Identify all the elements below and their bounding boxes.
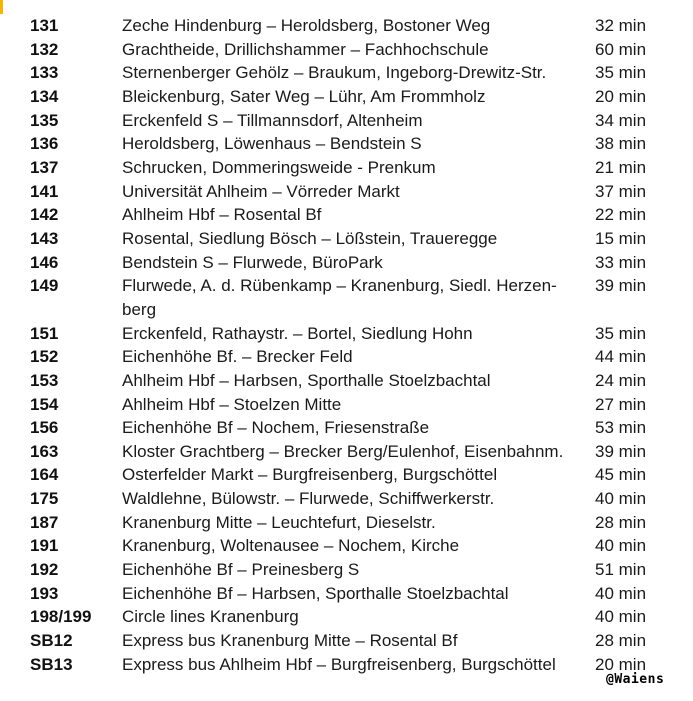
route-number: 149	[30, 276, 59, 296]
route-row	[0, 534, 693, 558]
route-description: Osterfelder Markt – Burgfreisenberg, Burgschöttel	[122, 465, 498, 485]
route-description: Eichenhöhe Bf – Nochem, Friesenstraße	[122, 418, 430, 438]
route-number: 192	[30, 560, 59, 580]
route-row	[0, 61, 693, 85]
route-row	[0, 14, 693, 38]
route-description: Universität Ahlheim – Vörreder Markt	[122, 181, 400, 201]
route-duration: 27 min	[595, 394, 647, 414]
route-number: SB13	[30, 654, 73, 674]
route-description: Waldlehne, Bülowstr. – Flurwede, Schiffwerkerstr.	[122, 489, 495, 509]
route-description: Kranenburg, Woltenausee – Nochem, Kirche	[122, 536, 460, 556]
route-number: 163	[30, 441, 59, 461]
route-row	[0, 345, 693, 369]
route-description: Bleickenburg, Sater Weg – Lühr, Am Frommholz	[122, 86, 486, 106]
route-row	[0, 251, 693, 275]
route-duration: 32 min	[595, 16, 647, 35]
route-duration: 22 min	[595, 205, 647, 225]
route-number: 154	[30, 394, 59, 414]
route-description: Eichenhöhe Bf – Harbsen, Sporthalle Stoelzbachtal	[122, 583, 509, 603]
route-duration: 53 min	[595, 418, 647, 438]
route-duration: 28 min	[595, 631, 647, 651]
accent-bar	[0, 0, 3, 14]
route-number: 136	[30, 134, 59, 154]
route-duration: 33 min	[595, 252, 647, 272]
route-number: 137	[30, 157, 59, 177]
route-description: Grachtheide, Drillichshammer – Fachhochschule	[122, 39, 489, 59]
route-description: Kranenburg Mitte – Leuchtefurt, Dieselstr.	[122, 512, 436, 532]
route-row	[0, 227, 693, 251]
route-duration: 40 min	[595, 536, 647, 556]
route-number: 153	[30, 370, 59, 390]
route-row	[0, 558, 693, 582]
route-number: 193	[30, 583, 59, 603]
route-duration: 35 min	[595, 323, 647, 343]
route-number: 131	[30, 16, 59, 35]
route-row	[0, 440, 693, 464]
route-duration: 21 min	[595, 157, 647, 177]
route-number: 198/199	[30, 607, 92, 627]
route-description: Eichenhöhe Bf. – Brecker Feld	[122, 347, 353, 367]
route-number: 143	[30, 228, 59, 248]
route-duration: 20 min	[595, 86, 647, 106]
route-description: Ahlheim Hbf – Stoelzen Mitte	[122, 394, 342, 414]
route-duration: 34 min	[595, 110, 647, 130]
route-duration: 20 min	[595, 654, 647, 674]
route-description: Schrucken, Dommeringsweide - Prenkum	[122, 157, 436, 177]
route-row	[0, 487, 693, 511]
route-number: 142	[30, 205, 59, 225]
route-description: Bendstein S – Flurwede, BüroPark	[122, 252, 383, 272]
route-number: 164	[30, 465, 59, 485]
route-number: 132	[30, 39, 59, 59]
route-duration: 45 min	[595, 465, 647, 485]
route-description: Rosental, Siedlung Bösch – Lößstein, Traueregge	[122, 228, 498, 248]
route-description: Erckenfeld, Rathaystr. – Bortel, Siedlung Hohn	[122, 323, 473, 343]
route-row	[0, 132, 693, 156]
route-duration: 15 min	[595, 228, 647, 248]
route-row	[0, 38, 693, 62]
route-description: Express bus Kranenburg Mitte – Rosental Bf	[122, 631, 458, 651]
route-table	[0, 14, 693, 676]
route-duration: 38 min	[595, 134, 647, 154]
route-duration: 28 min	[595, 512, 647, 532]
route-number: 187	[30, 512, 59, 532]
route-row	[0, 653, 693, 677]
route-row	[0, 511, 693, 535]
route-duration: 24 min	[595, 370, 647, 390]
route-duration: 37 min	[595, 181, 647, 201]
route-row	[0, 416, 693, 440]
route-number: 133	[30, 63, 59, 83]
route-number: 152	[30, 347, 59, 367]
watermark: @Waiens	[606, 672, 665, 687]
route-description: Sternenberger Gehölz – Braukum, Ingeborg-Drewitz-Str.	[122, 63, 547, 83]
route-number: 156	[30, 418, 59, 438]
route-duration: 44 min	[595, 347, 647, 367]
route-description: Heroldsberg, Löwenhaus – Bendstein S	[122, 134, 422, 154]
route-description: Kloster Grachtberg – Brecker Berg/Eulenhof, Eisenbahnm.	[122, 441, 564, 461]
route-duration: 35 min	[595, 63, 647, 83]
route-duration: 40 min	[595, 607, 647, 627]
route-number: 175	[30, 489, 59, 509]
route-description: Express bus Ahlheim Hbf – Burgfreisenberg, Burgschöttel	[122, 654, 556, 674]
route-description: Flurwede, A. d. Rübenkamp – Kranenburg, Siedl. Herzen-berg	[122, 276, 557, 319]
route-description: Circle lines Kranenburg	[122, 607, 299, 627]
route-row	[0, 203, 693, 227]
route-row	[0, 109, 693, 133]
route-row	[0, 156, 693, 180]
route-row	[0, 274, 693, 321]
route-number: 151	[30, 323, 59, 343]
route-row	[0, 369, 693, 393]
route-description: Ahlheim Hbf – Harbsen, Sporthalle Stoelzbachtal	[122, 370, 491, 390]
route-number: 135	[30, 110, 59, 130]
route-description: Erckenfeld S – Tillmannsdorf, Altenheim	[122, 110, 423, 130]
route-row	[0, 85, 693, 109]
route-description: Ahlheim Hbf – Rosental Bf	[122, 205, 322, 225]
route-duration: 40 min	[595, 583, 647, 603]
route-description: Zeche Hindenburg – Heroldsberg, Bostoner Weg	[122, 16, 491, 35]
route-description: Eichenhöhe Bf – Preinesberg S	[122, 560, 360, 580]
route-duration: 51 min	[595, 560, 647, 580]
route-duration: 39 min	[595, 276, 647, 296]
route-duration: 39 min	[595, 441, 647, 461]
route-number: 141	[30, 181, 59, 201]
route-row	[0, 463, 693, 487]
route-number: 134	[30, 86, 59, 106]
route-number: 191	[30, 536, 59, 556]
route-duration: 40 min	[595, 489, 647, 509]
route-row	[0, 322, 693, 346]
route-row	[0, 629, 693, 653]
route-duration: 60 min	[595, 39, 647, 59]
route-row	[0, 582, 693, 606]
route-row	[0, 605, 693, 629]
route-number: 146	[30, 252, 59, 272]
route-row	[0, 180, 693, 204]
route-number: SB12	[30, 631, 73, 651]
route-row	[0, 393, 693, 417]
